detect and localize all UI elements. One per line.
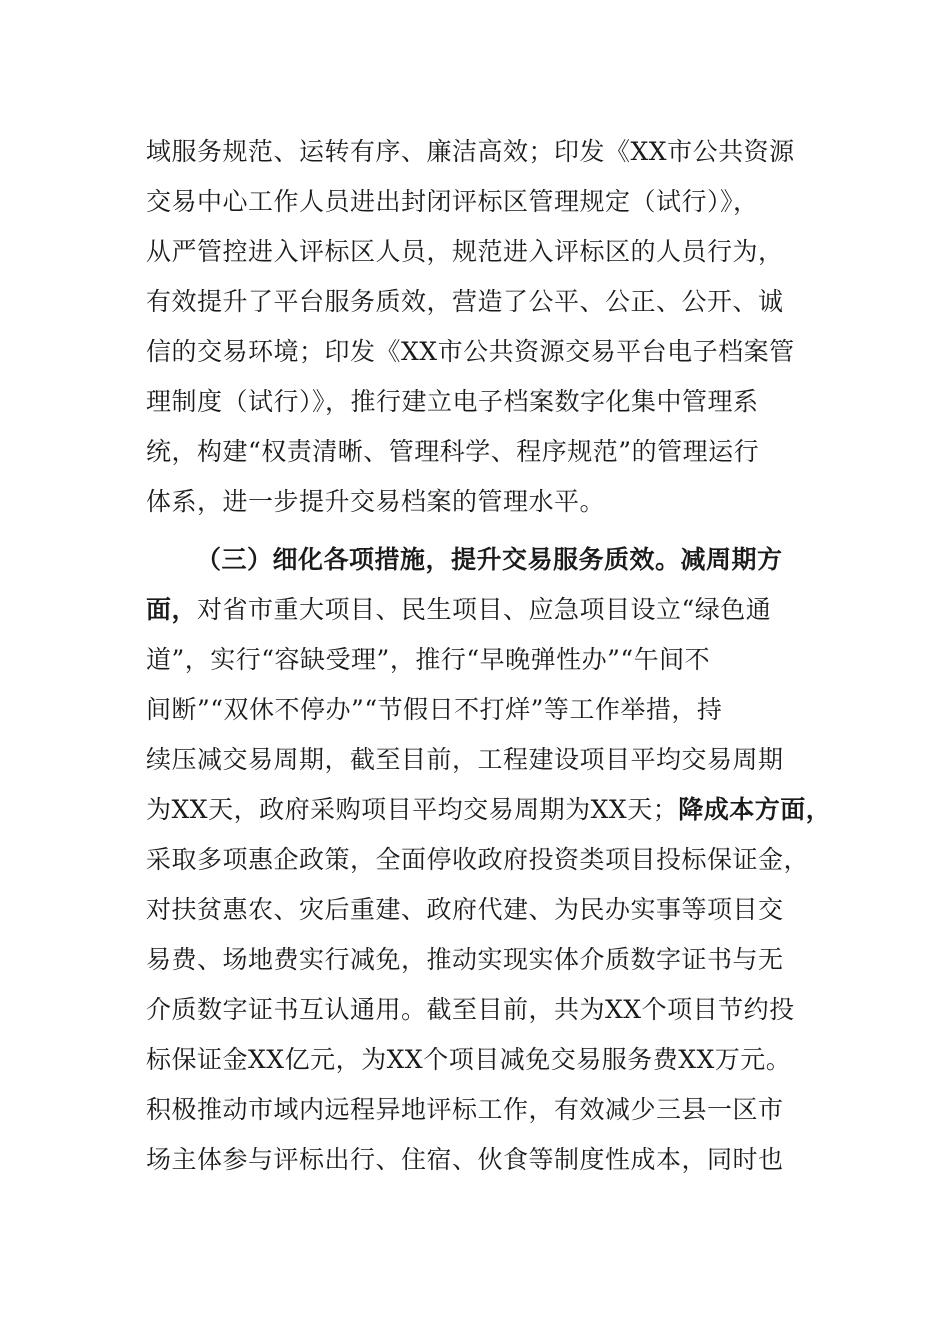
line-text: 为XX天，政府采购项目平均交易周期为XX天； — [146, 795, 679, 824]
paragraph-line: 统，构建“权责清晰、管理科学、程序规范”的管理运行 — [146, 437, 760, 466]
paragraph-line: 间断”“双休不停办”“节假日不打烊”等工作举措，持 — [146, 695, 723, 724]
paragraph-line: 体系，进一步提升交易档案的管理水平。 — [146, 487, 606, 516]
bold-lead: 降成本方面， — [678, 795, 832, 824]
paragraph-line: 易费、场地费实行减免，推动实现实体介质数字证书与无 — [146, 945, 784, 974]
paragraph-line: 交易中心工作人员进出封闭评标区管理规定（试行）》， — [146, 187, 759, 216]
paragraph-line: 采取多项惠企政策，全面停收政府投资类项目投标保证金， — [146, 845, 810, 874]
paragraph-line: 有效提升了平台服务质效，营造了公平、公正、公开、诚 — [146, 287, 784, 316]
paragraph-line: 道”，实行“容缺受理”，推行“早晚弹性办”“午间不 — [146, 645, 711, 674]
paragraph-line — [146, 795, 831, 825]
paragraph-line: 续压减交易周期，截至目前，工程建设项目平均交易周期 — [146, 745, 784, 774]
paragraph-line: 对扶贫惠农、灾后重建、政府代建、为民办实事等项目交 — [146, 895, 784, 924]
paragraph-line: 介质数字证书互认通用。截至目前，共为XX个项目节约投 — [146, 995, 795, 1024]
section-heading-line: （三）细化各项措施，提升交易服务质效。减周期方 — [196, 545, 783, 574]
paragraph-line: 理制度（试行）》，推行建立电子档案数字化集中管理系 — [146, 387, 759, 416]
paragraph-line: 标保证金XX亿元，为XX个项目减免交易服务费XX万元。 — [146, 1045, 792, 1074]
paragraph-line — [146, 595, 771, 625]
paragraph-line: 积极推动市域内远程异地评标工作，有效减少三县一区市 — [146, 1095, 784, 1124]
paragraph-line: 场主体参与评标出行、住宿、伙食等制度性成本，同时也 — [146, 1145, 784, 1174]
paragraph-line: 信的交易环境；印发《XX市公共资源交易平台电子档案管 — [146, 337, 795, 366]
paragraph-line: 从严管控进入评标区人员，规范进入评标区的人员行为， — [146, 237, 784, 266]
bold-lead: 面， — [146, 595, 198, 624]
paragraph-line: 域服务规范、运转有序、廉洁高效；印发《XX市公共资源 — [146, 137, 795, 166]
line-text: 对省市重大项目、民生项目、应急项目设立“绿色通 — [197, 595, 772, 624]
